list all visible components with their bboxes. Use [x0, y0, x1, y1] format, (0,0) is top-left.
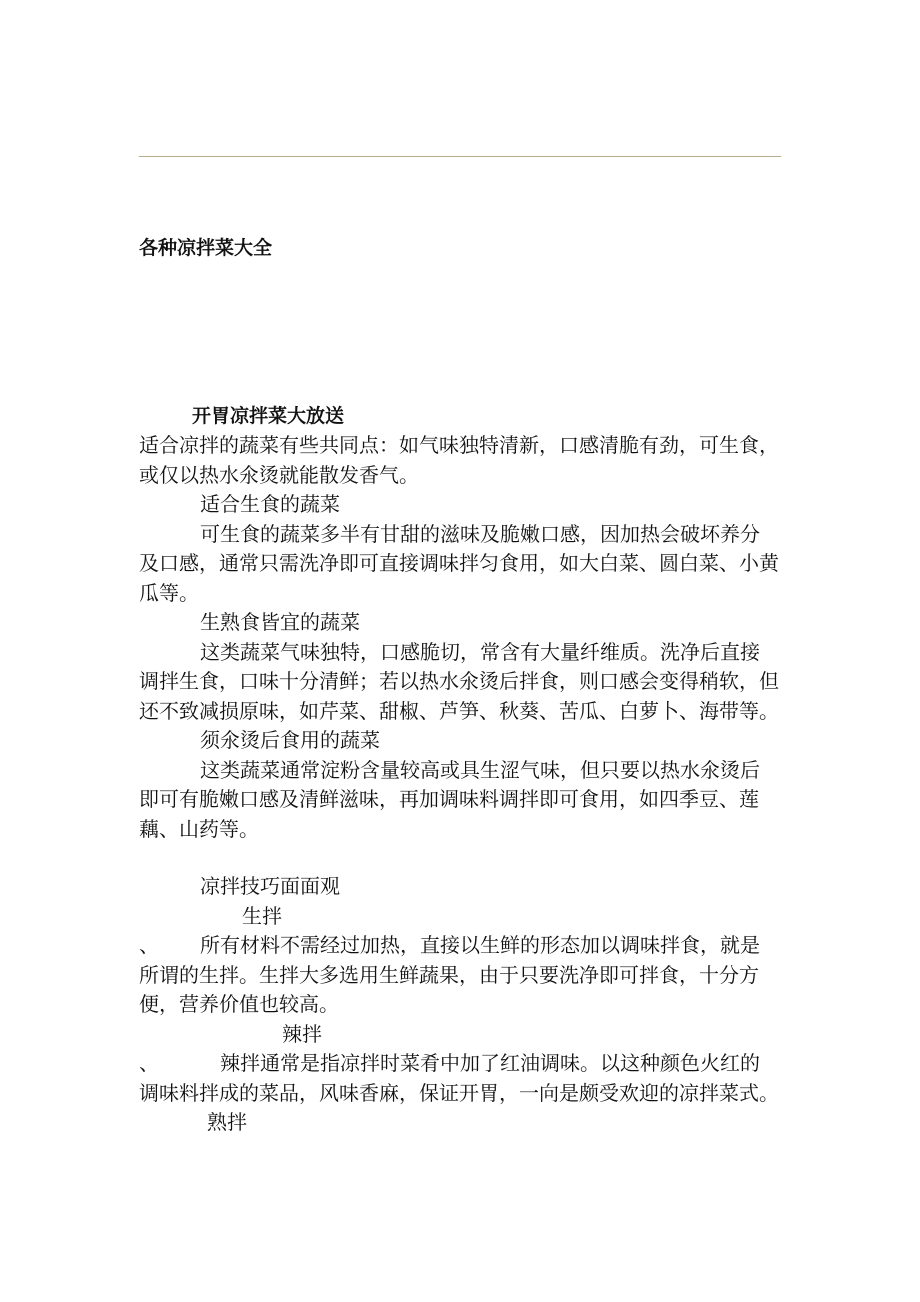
- intro-paragraph: 适合凉拌的蔬菜有些共同点：如气味独特清新，口感清脆有劲，可生食，或仅以热水氽烫就能散发香气。: [139, 433, 779, 487]
- header-rule: [139, 156, 781, 157]
- techniques-heading: 凉拌技巧面面观: [200, 874, 340, 898]
- group-heading-mixed: 生熟食皆宜的蔬菜: [200, 610, 360, 634]
- technique-name-spicy: 辣拌: [282, 1021, 322, 1046]
- bullet-mark: 、: [139, 933, 159, 957]
- spacer: [139, 844, 779, 872]
- technique-item-raw: [139, 931, 779, 1020]
- bullet-mark: 、: [139, 1051, 159, 1075]
- document-title: 各种凉拌菜大全: [139, 237, 273, 259]
- group-text-blanched: 这类蔬菜通常淀粉含量较高或具生涩气味，但只要以热水氽烫后即可有脆嫩口感及清鲜滋味，再加调味料调拌即可食用，如四季豆、莲藕、山药等。: [139, 757, 760, 841]
- technique-text-spicy: 辣拌通常是指凉拌时菜肴中加了红油调味。以这种颜色火红的调味料拌成的菜品，风味香麻，保证开胃，一向是颇受欢迎的凉拌菜式。: [139, 1051, 779, 1105]
- technique-name-raw: 生拌: [242, 903, 282, 928]
- technique-text-raw: 所有材料不需经过加热，直接以生鲜的形态加以调味拌食，就是所谓的生拌。生拌大多选用生鲜蔬果，由于只要洗净即可拌食，十分方便，营养价值也较高。: [139, 933, 760, 1016]
- document-body: [139, 431, 779, 1138]
- group-text-raw: 可生食的蔬菜多半有甘甜的滋味及脆嫩口感，因加热会破坏养分及口感，通常只需洗净即可直接调味拌匀食用，如大白菜、圆白菜、小黄瓜等。: [139, 521, 779, 605]
- group-text-mixed: 这类蔬菜气味独特，口感脆切，常含有大量纤维质。洗净后直接调拌生食，口味十分清鲜；若以热水氽烫后拌食，则口感会变得稍软，但还不致减损原味，如芹菜、甜椒、芦笋、秋葵、苦瓜、白萝卜、海带等。: [139, 639, 779, 723]
- group-heading-raw: 适合生食的蔬菜: [200, 492, 340, 516]
- technique-name-cooked: 熟拌: [207, 1110, 247, 1134]
- group-heading-blanched: 须氽烫后食用的蔬菜: [200, 728, 380, 752]
- section-title: 开胃凉拌菜大放送: [192, 405, 345, 427]
- technique-item-spicy: [139, 1049, 779, 1108]
